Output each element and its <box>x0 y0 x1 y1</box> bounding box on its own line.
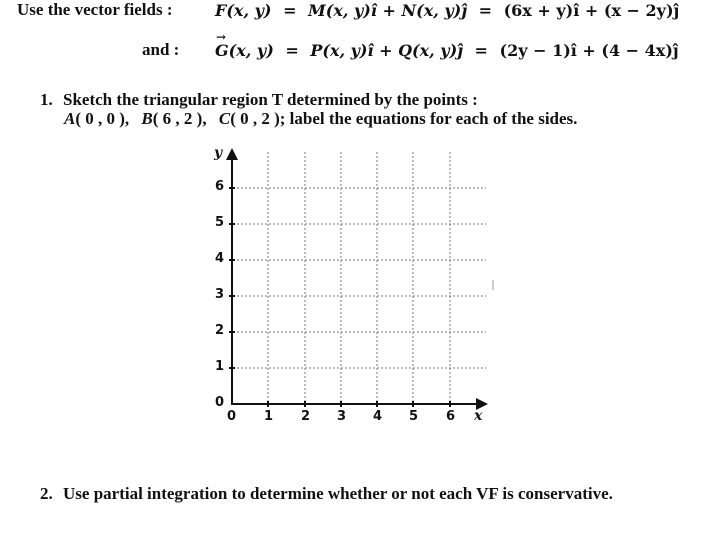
point-b-label: B <box>141 109 153 128</box>
field-f-definition: F(x, y) = M(x, y)î + N(x, y)ĵ = (6x + y)î + (x − 2y)ĵ <box>215 1 680 20</box>
x-tick-6: 6 <box>446 409 456 424</box>
y-axis-arrow-icon <box>226 148 238 160</box>
question-number: 1. <box>40 90 53 109</box>
x-axis-label: x <box>474 408 483 424</box>
field-g-name: G(x, y) <box>215 41 274 60</box>
intro-label: Use the vector fields : <box>17 0 173 19</box>
field-f-specific: (6x + y)î + (x − 2y)ĵ <box>503 1 680 20</box>
field-f-general: M(x, y)î + N(x, y)ĵ <box>308 1 468 20</box>
field-g-specific: (2y − 1)î + (4 − 4x)ĵ <box>499 41 679 60</box>
x-tick-0: 0 <box>227 409 237 424</box>
y-tick-2: 2 <box>215 323 225 338</box>
field-g-general: P(x, y)î + Q(x, y)ĵ <box>310 41 463 60</box>
y-tick-5: 5 <box>215 215 225 230</box>
point-b-coords: ( 6 , 2 ), <box>152 109 207 128</box>
x-tick-2: 2 <box>301 409 311 424</box>
question-2 <box>40 484 613 504</box>
field-f-name: F(x, y) <box>215 1 272 20</box>
x-tick-1: 1 <box>264 409 274 424</box>
y-tick-1: 1 <box>215 359 225 374</box>
question-1-line2-tail: ; label the equations for each of the sides. <box>279 109 578 128</box>
y-tick-4: 4 <box>215 251 225 266</box>
point-c-coords: ( 0 , 2 ) <box>230 109 280 128</box>
grid-lines <box>233 152 486 403</box>
x-tick-5: 5 <box>409 409 419 424</box>
point-a-coords: ( 0 , 0 ), <box>75 109 130 128</box>
field-g-definition: G(x, y) = P(x, y)î + Q(x, y)ĵ = (2y − 1)î + (4 − 4x)ĵ <box>215 41 679 60</box>
y-axis-label: y <box>214 145 223 161</box>
y-tick-0: 0 <box>215 395 225 410</box>
point-a-label: A <box>64 109 76 128</box>
x-tick-3: 3 <box>337 409 347 424</box>
vector-arrow-icon: → <box>216 30 227 44</box>
axes <box>226 148 488 410</box>
y-tick-3: 3 <box>215 287 225 302</box>
y-tick-6: 6 <box>215 179 225 194</box>
and-label: and : <box>142 40 180 59</box>
question-number: 2. <box>40 484 53 503</box>
point-c-label: C <box>218 109 231 128</box>
question-1-line1: Sketch the triangular region T determined by the points : <box>63 90 478 109</box>
x-tick-4: 4 <box>373 409 383 424</box>
question-2-text: Use partial integration to determine whether or not each VF is conservative. <box>63 484 613 503</box>
